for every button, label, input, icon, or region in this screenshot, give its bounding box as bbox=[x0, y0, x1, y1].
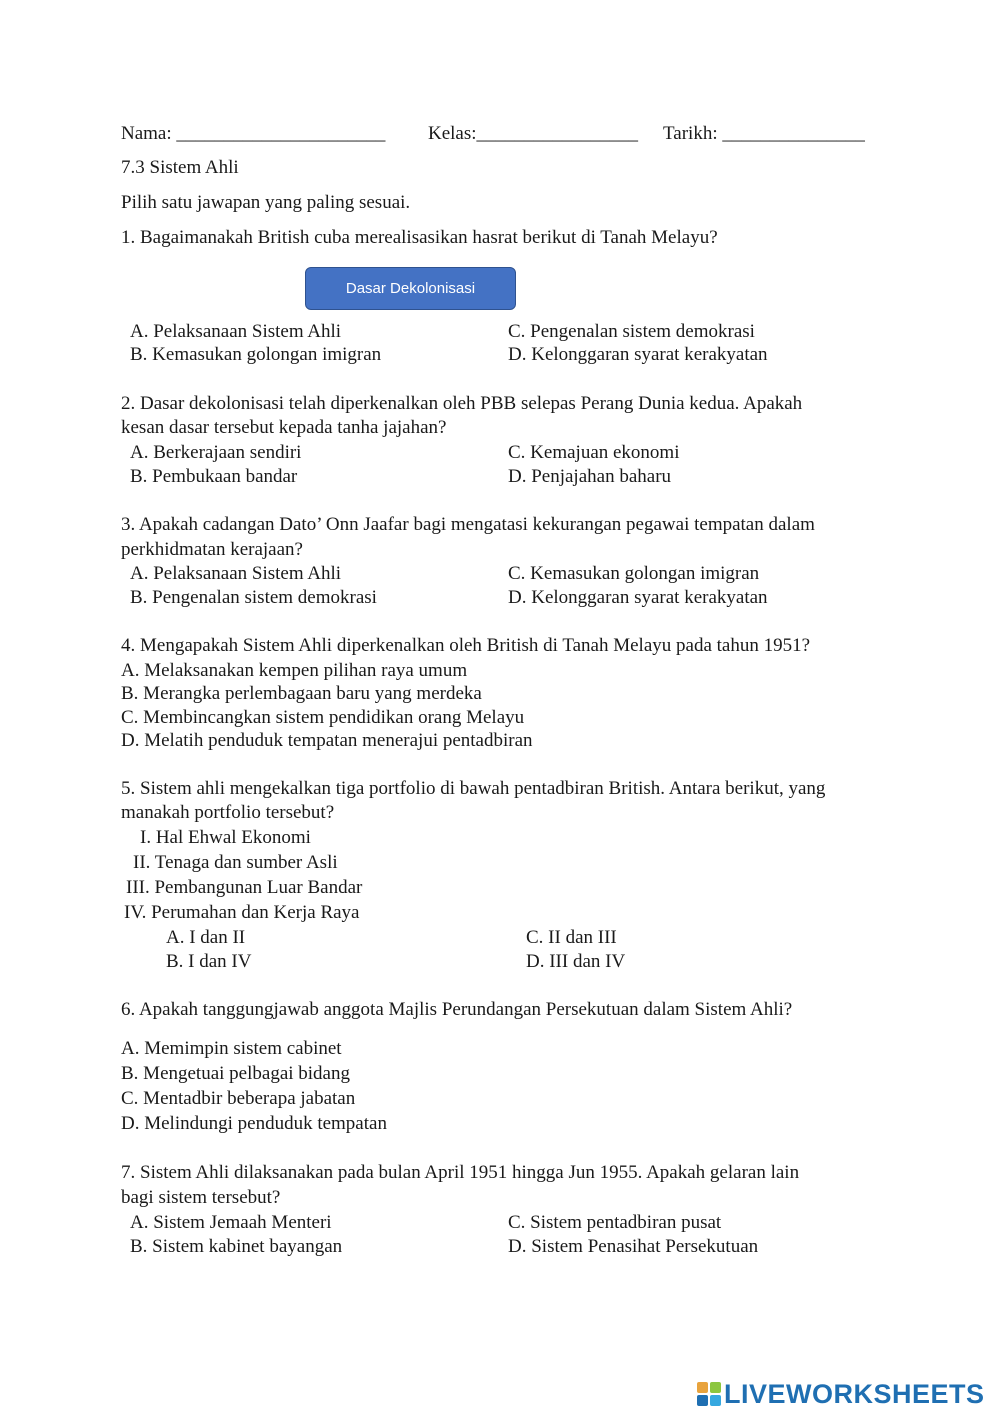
q3-option-d[interactable]: D. Kelonggaran syarat kerakyatan bbox=[508, 587, 768, 608]
q1-option-a[interactable]: A. Pelaksanaan Sistem Ahli bbox=[130, 321, 342, 342]
q2-option-d[interactable]: D. Penjajahan baharu bbox=[508, 466, 672, 487]
question-4: 4. Mengapakah Sistem Ahli diperkenalkan oleh British di Tanah Melayu pada tahun 1951? bbox=[121, 635, 811, 656]
q1-option-c[interactable]: C. Pengenalan sistem demokrasi bbox=[508, 321, 755, 342]
q2-option-c[interactable]: C. Kemajuan ekonomi bbox=[508, 442, 680, 463]
q7-option-c[interactable]: C. Sistem pentadbiran pusat bbox=[508, 1212, 722, 1233]
q5-item-iii: III. Pembangunan Luar Bandar bbox=[126, 877, 363, 898]
q6-option-d[interactable]: D. Melindungi penduduk tempatan bbox=[121, 1113, 387, 1134]
q3-option-b[interactable]: B. Pengenalan sistem demokrasi bbox=[130, 587, 377, 608]
q1-option-d[interactable]: D. Kelonggaran syarat kerakyatan bbox=[508, 344, 768, 365]
class-field: Kelas:_________________ bbox=[428, 123, 639, 144]
q3-option-a[interactable]: A. Pelaksanaan Sistem Ahli bbox=[130, 563, 342, 584]
q4-option-c[interactable]: C. Membincangkan sistem pendidikan orang Melayu bbox=[121, 707, 525, 728]
question-7-line1: 7. Sistem Ahli dilaksanakan pada bulan April 1951 hingga Jun 1955. Apakah gelaran lain bbox=[121, 1162, 800, 1183]
q5-option-b[interactable]: B. I dan IV bbox=[166, 951, 252, 972]
dasar-dekolonisasi-box bbox=[305, 267, 516, 310]
question-5-line2: manakah portfolio tersebut? bbox=[121, 802, 335, 823]
liveworksheets-logo[interactable] bbox=[697, 1378, 985, 1410]
q5-option-a[interactable]: A. I dan II bbox=[166, 927, 246, 948]
date-field: Tarikh: _______________ bbox=[663, 123, 865, 144]
q5-item-i: I. Hal Ehwal Ekonomi bbox=[140, 827, 311, 848]
question-6: 6. Apakah tanggungjawab anggota Majlis Perundangan Persekutuan dalam Sistem Ahli? bbox=[121, 999, 793, 1020]
q3-option-c[interactable]: C. Kemasukan golongan imigran bbox=[508, 563, 760, 584]
q4-option-d[interactable]: D. Melatih penduduk tempatan menerajui pentadbiran bbox=[121, 730, 533, 751]
instruction: Pilih satu jawapan yang paling sesuai. bbox=[121, 192, 411, 213]
q5-option-c[interactable]: C. II dan III bbox=[526, 927, 617, 948]
logo-grid-icon bbox=[697, 1382, 721, 1406]
q2-option-a[interactable]: A. Berkerajaan sendiri bbox=[130, 442, 302, 463]
question-2-line2: kesan dasar tersebut kepada tanha jajahan? bbox=[121, 417, 447, 438]
q6-option-a[interactable]: A. Memimpin sistem cabinet bbox=[121, 1038, 342, 1059]
q7-option-b[interactable]: B. Sistem kabinet bayangan bbox=[130, 1236, 343, 1257]
q1-option-b[interactable]: B. Kemasukan golongan imigran bbox=[130, 344, 382, 365]
logo-text: LIVEWORKSHEETS bbox=[724, 1379, 985, 1409]
question-2-line1: 2. Dasar dekolonisasi telah diperkenalkan oleh PBB selepas Perang Dunia kedua. Apakah bbox=[121, 393, 803, 414]
question-1: 1. Bagaimanakah British cuba merealisasikan hasrat berikut di Tanah Melayu? bbox=[121, 227, 718, 248]
q5-option-d[interactable]: D. III dan IV bbox=[526, 951, 626, 972]
q6-option-b[interactable]: B. Mengetuai pelbagai bidang bbox=[121, 1063, 350, 1084]
box-label: Dasar Dekolonisasi bbox=[345, 279, 476, 297]
q6-option-c[interactable]: C. Mentadbir beberapa jabatan bbox=[121, 1088, 356, 1109]
question-3-line1: 3. Apakah cadangan Dato’ Onn Jaafar bagi mengatasi kekurangan pegawai tempatan dalam bbox=[121, 514, 815, 535]
topic-title: 7.3 Sistem Ahli bbox=[121, 157, 239, 178]
q4-option-a[interactable]: A. Melaksanakan kempen pilihan raya umum bbox=[121, 660, 468, 681]
q4-option-b[interactable]: B. Merangka perlembagaan baru yang merdeka bbox=[121, 683, 482, 704]
q7-option-d[interactable]: D. Sistem Penasihat Persekutuan bbox=[508, 1236, 759, 1257]
q5-item-ii: II. Tenaga dan sumber Asli bbox=[133, 852, 338, 873]
q2-option-b[interactable]: B. Pembukaan bandar bbox=[130, 466, 298, 487]
question-7-line2: bagi sistem tersebut? bbox=[121, 1187, 281, 1208]
name-field: Nama: ______________________ bbox=[121, 123, 386, 144]
question-5-line1: 5. Sistem ahli mengekalkan tiga portfolio di bawah pentadbiran British. Antara berikut, yang bbox=[121, 778, 826, 799]
question-3-line2: perkhidmatan kerajaan? bbox=[121, 539, 303, 560]
q5-item-iv: IV. Perumahan dan Kerja Raya bbox=[124, 902, 360, 923]
q7-option-a[interactable]: A. Sistem Jemaah Menteri bbox=[130, 1212, 332, 1233]
